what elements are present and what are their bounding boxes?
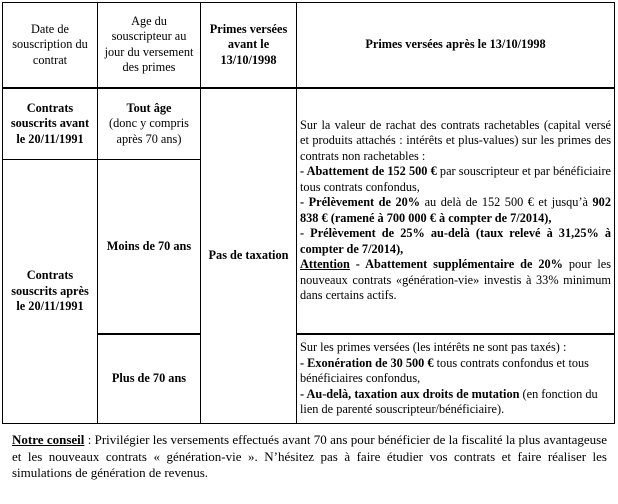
prelevement-20-text: au delà de 152 500 € et jusqu’à [420, 195, 593, 209]
tout-age-note: (donc y compris après 70 ans) [109, 116, 189, 146]
attention-bold: - Abattement supplémentaire de 20% [349, 257, 563, 271]
prelevement-20-limit: 902 838 € (ramené à 700 000 € à compter de 7/2014), [300, 195, 611, 225]
exoneration-text: tous contrats confondus et tous bénéficiaires confondus, [300, 355, 589, 385]
conseil-paragraph [12, 432, 607, 482]
cell-pas-de-taxation: Pas de taxation [201, 88, 297, 424]
cell-moins-70-ans: Moins de 70 ans [98, 160, 201, 334]
header-date-souscription: Date de souscription du contrat [3, 3, 98, 88]
regime-intro: Sur la valeur de rachat des contrats rachetables (capital versé et produits attachés : intérêts et plus-values) sur les primes des contrats non rachetables : [300, 117, 611, 163]
abattement-bold: - Abattement de 152 500 € [300, 164, 437, 178]
row-before-1991 [3, 88, 615, 160]
taxation-table [2, 2, 615, 424]
cell-tout-age [98, 88, 201, 160]
attention-text: pour les nouveaux contrats «génération-vie» investis à 33% minimum dans certains actifs. [300, 257, 611, 302]
over70-intro: Sur les primes versées (les intérêts ne sont pas taxés) : [300, 340, 567, 354]
droits-mutation-bold: - Au-delà, taxation aux droits de mutation [300, 386, 520, 401]
cell-plus-70-ans: Plus de 70 ans [98, 334, 201, 424]
header-primes-avant: Primes versées avant le 13/10/1998 [201, 3, 297, 88]
header-primes-apres: Primes versées après le 13/10/1998 [297, 3, 615, 88]
header-age-souscripteur: Age du souscripteur au jour du versement des primes [98, 3, 201, 88]
exoneration-bold: - Exonération de 30 500 € [300, 355, 434, 370]
cell-regime-moins-70 [297, 88, 615, 334]
droits-mutation-text: (en fonction du lien de parenté souscripteur/bénéficiaire). [300, 386, 598, 416]
conseil-label: Notre conseil [12, 432, 85, 447]
tout-age-label: Tout âge [126, 100, 172, 115]
cell-contrats-apres-1991: Contrats souscrits après le 20/11/1991 [3, 160, 98, 424]
conseil-text: : Privilégier les versements effectués avant 70 ans pour bénéficier de la fiscalité la plus avantageuse et les nouveaux contrats « génération-vie ». N’hésitez pas à faire étudier vos contrats et faire réaliser les simulations de génération de revenus. [12, 432, 607, 480]
cell-regime-plus-70 [297, 334, 615, 424]
attention-label: Attention [300, 257, 350, 271]
prelevement-20-bold: - Prélèvement de 20% [300, 195, 421, 209]
abattement-text: par souscripteur et par bénéficiaire tous contrats confondus, [300, 164, 611, 194]
header-row [3, 3, 615, 88]
prelevement-25: - Prélèvement de 25% au-delà (taux relevé à 31,25% à compter de 7/2014), [300, 226, 611, 256]
cell-contrats-avant-1991: Contrats souscrits avant le 20/11/1991 [3, 88, 98, 160]
